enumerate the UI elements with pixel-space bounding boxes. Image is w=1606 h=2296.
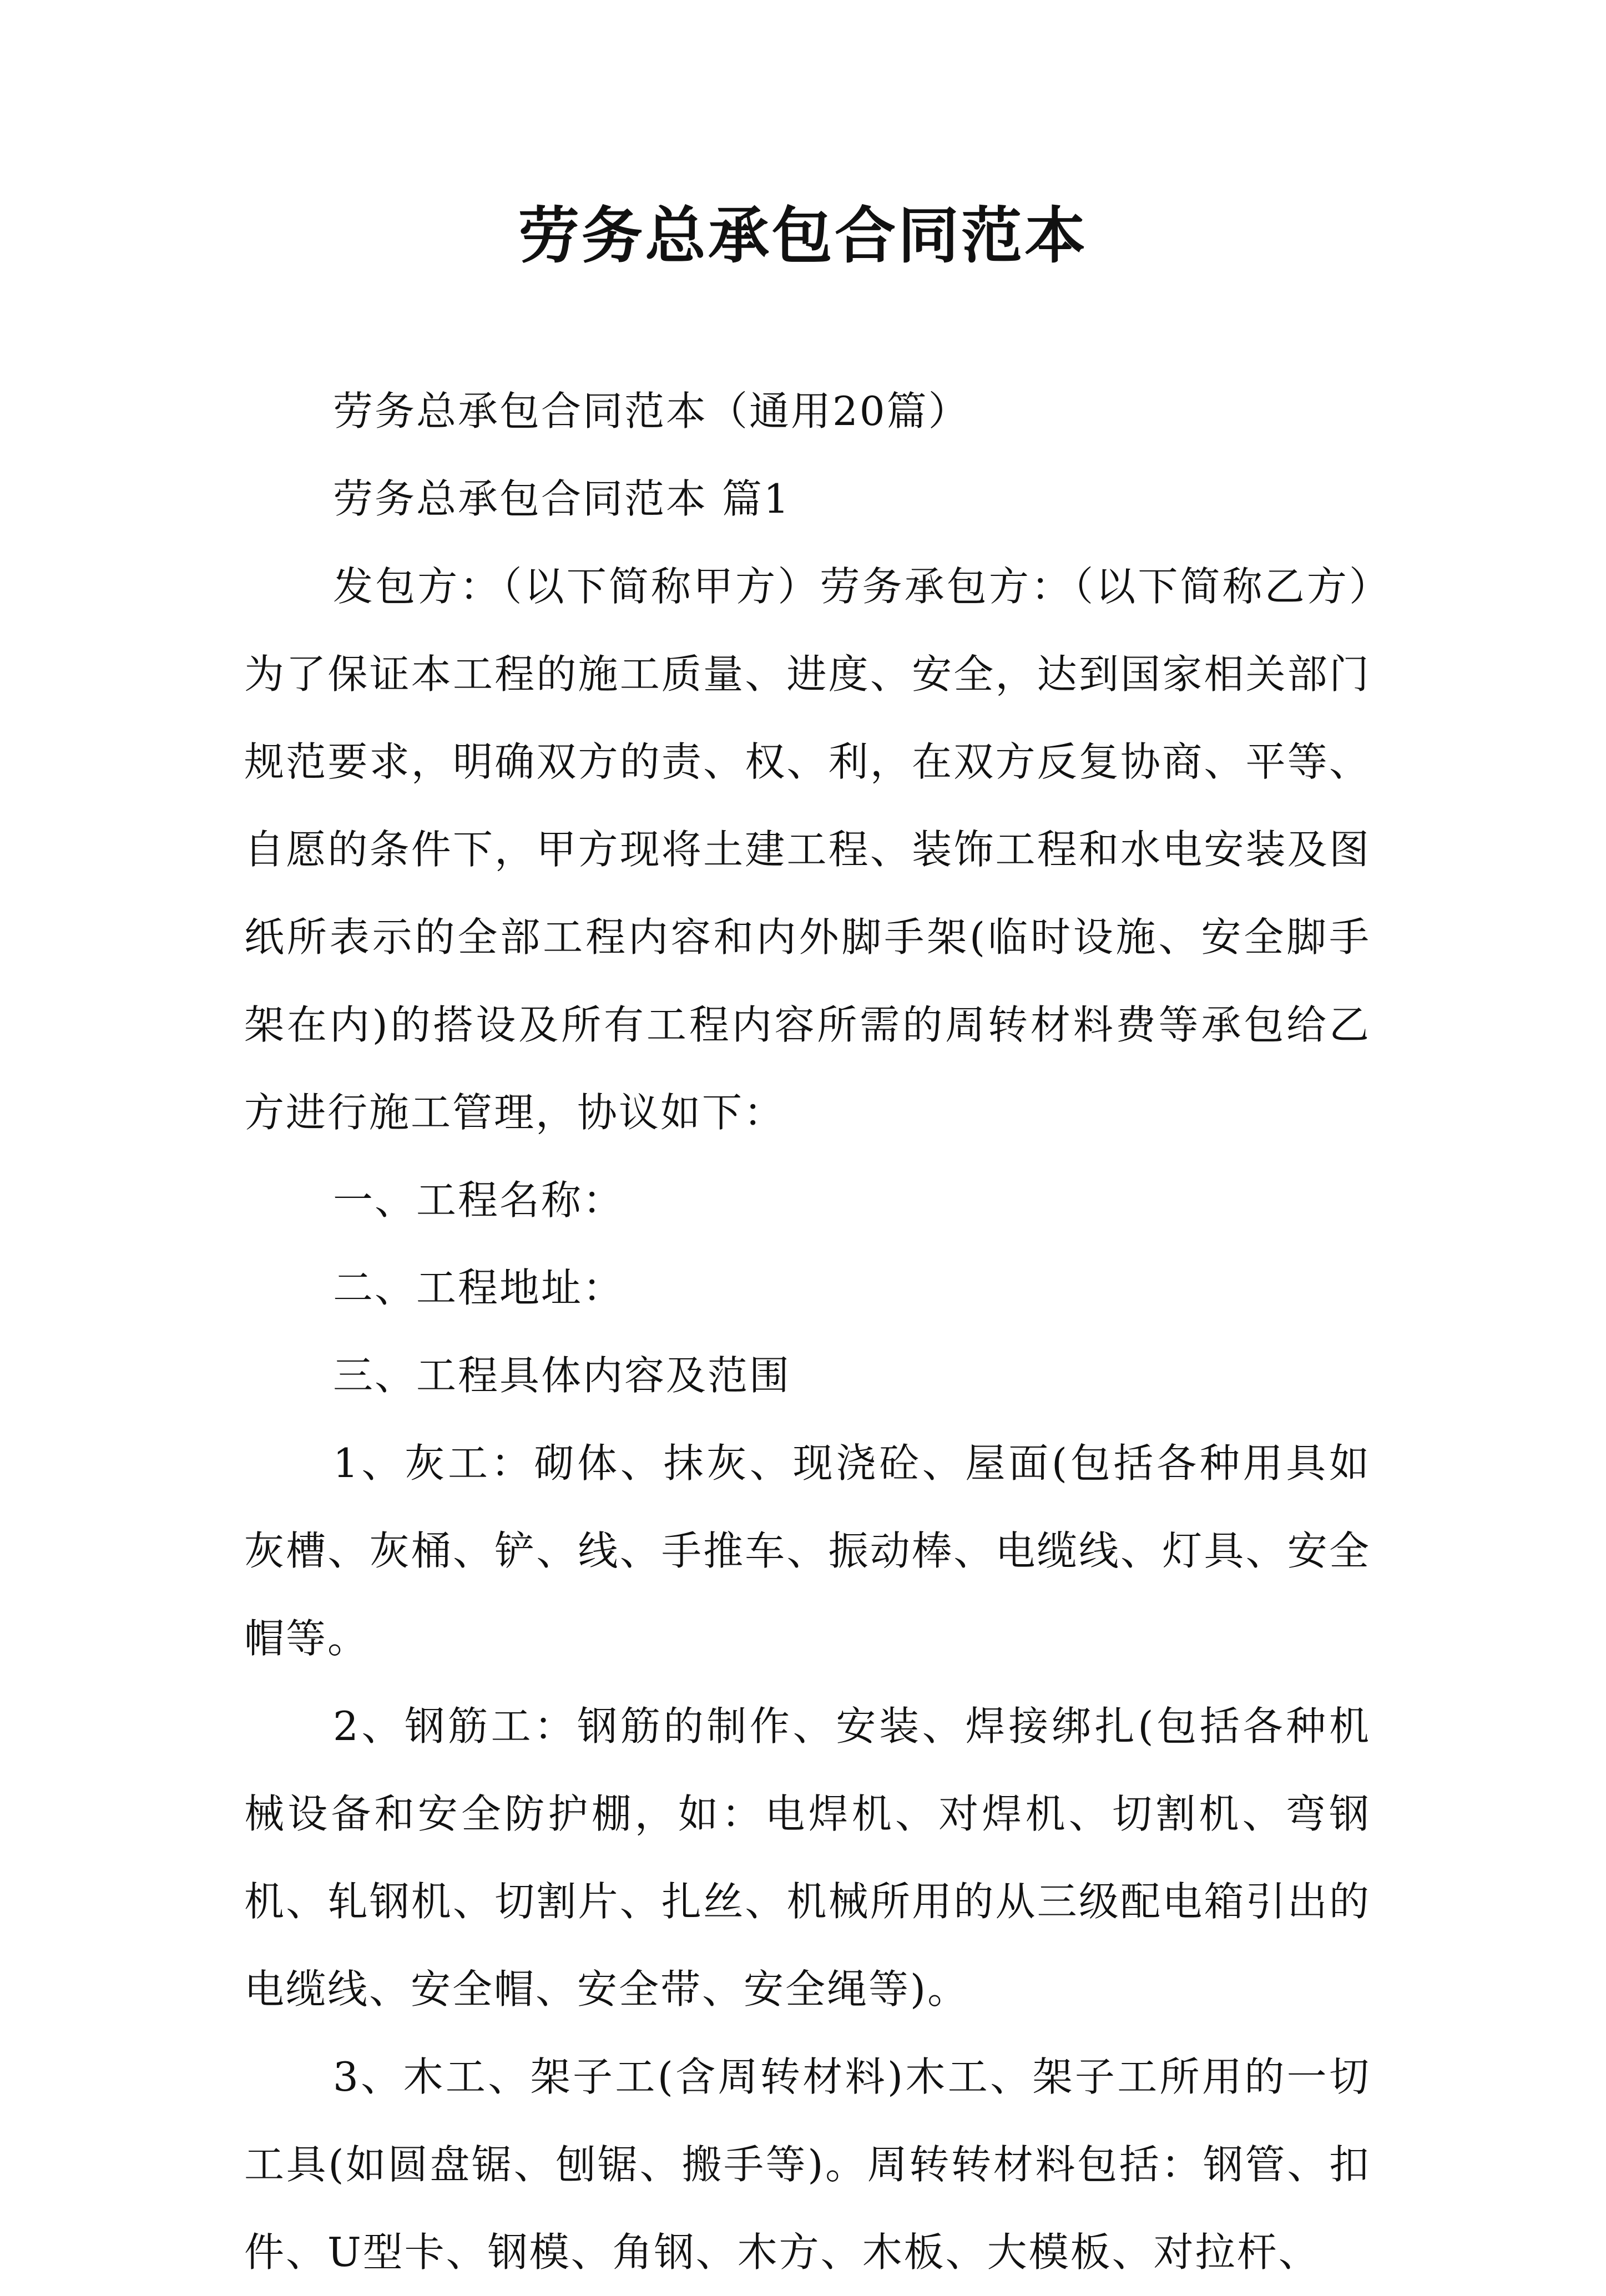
paragraph-scope-item-3: 3、木工、架子工(含周转材料)木工、架子工所用的一切工具(如圆盘锯、刨锯、搬手等)。周转转材料包括：钢管、扣件、U型卡、钢模、角钢、木方、木板、大模板、对拉杆、 bbox=[244, 2054, 1371, 2275]
paragraph-parties-intro: 发包方：（以下简称甲方）劳务承包方：（以下简称乙方）为了保证本工程的施工质量、进度、安全，达到国家相关部门规范要求，明确双方的责、权、利，在双方反复协商、平等、自愿的条件下，甲方现将土建工程、装饰工程和水电安装及图纸所表示的全部工程内容和内外脚手架(临时设施、安全脚手架在内)的搭设及所有工程内容所需的周转材料费等承包给乙方进行施工管理，协议如下： bbox=[244, 563, 1371, 1136]
paragraph-scope-heading: 三、工程具体内容及范围 bbox=[333, 1352, 791, 1399]
paragraph-collection-title: 劳务总承包合同范本（通用20篇） bbox=[333, 388, 970, 434]
paragraph-scope-item-2: 2、钢筋工：钢筋的制作、安装、焊接绑扎(包括各种机械设备和安全防护棚，如：电焊机、对焊机、切割机、弯钢机、轧钢机、切割片、扎丝、机械所用的从三级配电箱引出的电缆线、安全帽、安全带、安全绳等)。 bbox=[244, 1703, 1371, 2012]
paragraph-project-name: 一、工程名称： bbox=[333, 1177, 625, 1223]
document-title: 劳务总承包合同范本 bbox=[518, 200, 1088, 271]
paragraph-scope-item-1: 1、灰工：砌体、抹灰、现浇砼、屋面(包括各种用具如灰槽、灰桶、铲、线、手推车、振动棒、电缆线、灯具、安全帽等。 bbox=[244, 1440, 1371, 1662]
paragraph-project-address: 二、工程地址： bbox=[333, 1265, 625, 1311]
paragraph-part-heading: 劳务总承包合同范本 篇1 bbox=[333, 476, 791, 522]
document-body bbox=[244, 367, 1371, 2296]
